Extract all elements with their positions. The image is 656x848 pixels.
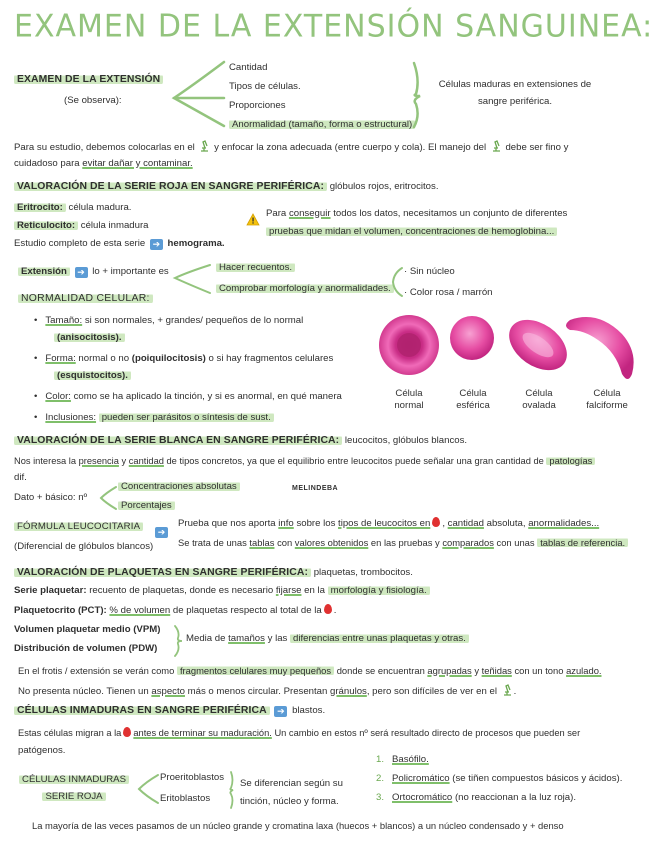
normalidad-list: • Tamaño: si son normales, + grandes/ pequeños de lo normal (anisocitosis). • Forma: normal o no (poiquilocitosis) o si hay fragmentos celulares (esquistocitos). • Color: como se ha aplicado la tinción, y si es anormal, en qué manera • Inclusiones: pueden ser parásitos o síntesis de sust.: [34, 312, 374, 426]
blood-drop-icon: [324, 604, 332, 614]
extension-option-1: Hacer recuentos.: [216, 262, 295, 274]
dato-basico: Dato + básico: nº: [14, 492, 88, 503]
morphology-1: · Sin núcleo: [404, 266, 455, 277]
extension-options-arrow: [172, 262, 212, 296]
cell-label: Célula falciforme: [586, 388, 628, 411]
list-item: 2. Policromático (se tiñen compuestos básicos y ácidos).: [376, 773, 623, 784]
dif-brace: [226, 770, 236, 810]
extension-item: Anormalidad (tamaño, forma o estructural): [229, 115, 415, 134]
extension-brace: [408, 60, 426, 130]
maturation-list: [376, 750, 622, 807]
extension-list: [229, 58, 415, 134]
list-item: • Tamaño: si son normales, + grandes/ pequeños de lo normal: [34, 315, 304, 326]
extension-note: Células maduras en extensiones de sangre periférica.: [438, 79, 592, 107]
plaquetas-line-1: En el frotis / extensión se verán como fragmentos celulares muy pequeños donde se encuentran agrupadas y teñidas con un tono azulado.: [18, 665, 602, 676]
reticulocito-def: Reticulocito: célula inmadura: [14, 220, 149, 232]
morphology-2: · Color rosa / marrón: [404, 287, 493, 298]
normalidad-heading: NORMALIDAD CELULAR:: [18, 292, 153, 305]
warning-line-2: pruebas que midan el volumen, concentraciones de hemoglobina...: [266, 226, 557, 238]
arrow-right-icon: ➔: [150, 239, 163, 250]
volume-def: Media de tamaños y las diferencias entre unas plaquetas y otras.: [186, 633, 469, 645]
red-cell-shapes: [376, 312, 644, 386]
final-note: La mayoría de las veces pasamos de un núcleo grande y cromatina laxa (huecos + blancos) a un núcleo condensado y + denso: [32, 820, 564, 831]
inmaduras-line-2: patógenos.: [18, 745, 66, 756]
blanca-line-2: dif.: [14, 472, 27, 483]
study-line-2: cuidadoso para evitar dañar y contaminar.: [14, 158, 193, 169]
hemograma-line: Estudio completo de esta serie ➔ hemograma.: [14, 238, 225, 249]
microscope-icon: [491, 140, 501, 152]
blanca-heading: VALORACIÓN DE LA SERIE BLANCA EN SANGRE PERIFÉRICA: leucocitos, glóbulos blancos.: [14, 434, 467, 447]
blood-drop-icon: [123, 727, 131, 737]
volume-brace: [172, 624, 184, 658]
warning-line-1: Para conseguir todos los datos, necesitamos un conjunto de diferentes: [266, 208, 568, 219]
roja-heading: VALORACIÓN DE LA SERIE ROJA EN SANGRE PERIFÉRICA: glóbulos rojos, eritrocitos.: [14, 180, 438, 193]
dato-arrow: [98, 484, 118, 512]
serie-plaquetar: Serie plaquetar: recuento de plaquetas, donde es necesario fijarse en la morfología y fisiología.: [14, 585, 430, 597]
study-line-1: Para su estudio, debemos colocarlas en el y enfocar la zona adecuada (entre cuerpo y cola). El manejo del debe ser fino y: [14, 142, 569, 153]
dif-line-1: Se diferencian según su: [240, 778, 343, 789]
pdw: Distribución de volumen (PDW): [14, 643, 158, 654]
arrow-right-icon: ➔: [75, 267, 88, 278]
warning-icon: [246, 213, 260, 226]
extension-item: Proporciones: [229, 100, 286, 111]
extension-heading: EXAMEN DE LA EXTENSIÓN: [14, 73, 163, 86]
dato-option-2: Porcentajes: [118, 500, 175, 512]
cell-sickle: [566, 317, 634, 379]
morphology-brace: [390, 265, 404, 299]
formula-heading: FÓRMULA LEUCOCITARIA: [14, 521, 143, 533]
inmaduras-option-1: Proeritoblastos: [160, 772, 224, 783]
extension-option-2: Comprobar morfología y anormalidades.: [216, 283, 394, 295]
dato-option-1: Concentraciones absolutas: [118, 481, 240, 493]
extension-item: Tipos de células.: [229, 81, 301, 92]
plaquetas-line-2: No presenta núcleo. Tienen un aspecto más o menos circular. Presentan gránulos, pero son difíciles de ver en el .: [18, 686, 517, 697]
blanca-line-1: Nos interesa la presencia y cantidad de tipos concretos, ya que el equilibrio entre leucocitos puede señalar una gran cantidad de patologías: [14, 456, 595, 468]
arrow-right-icon: ➔: [155, 527, 168, 538]
formula-line-2: Se trata de unas tablas con valores obtenidos en las pruebas y comparados con unas tablas de referencia.: [178, 537, 628, 549]
list-item: • Forma: normal o no (poiquilocitosis) o si hay fragmentos celulares: [34, 353, 334, 364]
arrow-right-icon: ➔: [274, 706, 287, 717]
dif-line-2: tinción, núcleo y forma.: [240, 796, 339, 807]
signature: MELINDEBA: [292, 485, 339, 492]
page-title: EXAMEN DE LA EXTENSIÓN SANGUINEA:: [14, 8, 654, 45]
inmaduras-box: CÉLULAS INMADURAS SERIE ROJA: [14, 771, 134, 805]
list-item: 1. Basófilo.: [376, 754, 429, 765]
cell-label: Célula ovalada: [522, 388, 556, 411]
inmaduras-arrow: [136, 772, 160, 806]
cell-label: Célula normal: [394, 388, 424, 411]
extension-item: Cantidad: [229, 62, 268, 73]
inmaduras-heading: CÉLULAS INMADURAS EN SANGRE PERIFÉRICA ➔ blastos.: [14, 704, 325, 717]
eritrocito-def: Eritrocito: célula madura.: [14, 202, 131, 214]
formula-sub: (Diferencial de glóbulos blancos): [14, 541, 154, 552]
list-item: • Inclusiones: pueden ser parásitos o síntesis de sust.: [34, 409, 374, 426]
list-item: 3. Ortocromático (no reaccionan a la luz roja).: [376, 792, 576, 803]
plaquetocrito: Plaquetocrito (PCT): % de volumen de plaquetas respecto al total de la .: [14, 605, 337, 616]
vpm: Volumen plaquetar medio (VPM): [14, 624, 161, 635]
plaquetas-heading: VALORACIÓN DE PLAQUETAS EN SANGRE PERIFÉRICA: plaquetas, trombocitos.: [14, 566, 413, 579]
microscope-icon: [502, 684, 512, 696]
list-item: • Color: como se ha aplicado la tinción, y si es anormal, en qué manera: [34, 391, 342, 402]
inmaduras-line-1: Estas células migran a la antes de terminar su maduración. Un cambio en estos nº será resultado directo de procesos que pueden ser: [18, 728, 581, 738]
microscope-icon: [199, 140, 209, 152]
extension-brace-arrow: [170, 58, 228, 128]
inmaduras-option-2: Eritoblastos: [160, 793, 211, 804]
extension-key: Extensión ➔ lo + importante es: [18, 266, 169, 278]
blood-drop-icon: [432, 517, 440, 527]
cell-label: Célula esférica: [456, 388, 490, 411]
extension-sub: (Se observa):: [64, 95, 122, 106]
cell-labels: [376, 388, 644, 418]
cell-spherical: [450, 316, 494, 360]
formula-line-1: Prueba que nos aporta info sobre los tipos de leucocitos en , cantidad absoluta, anormalidades...: [178, 518, 600, 529]
